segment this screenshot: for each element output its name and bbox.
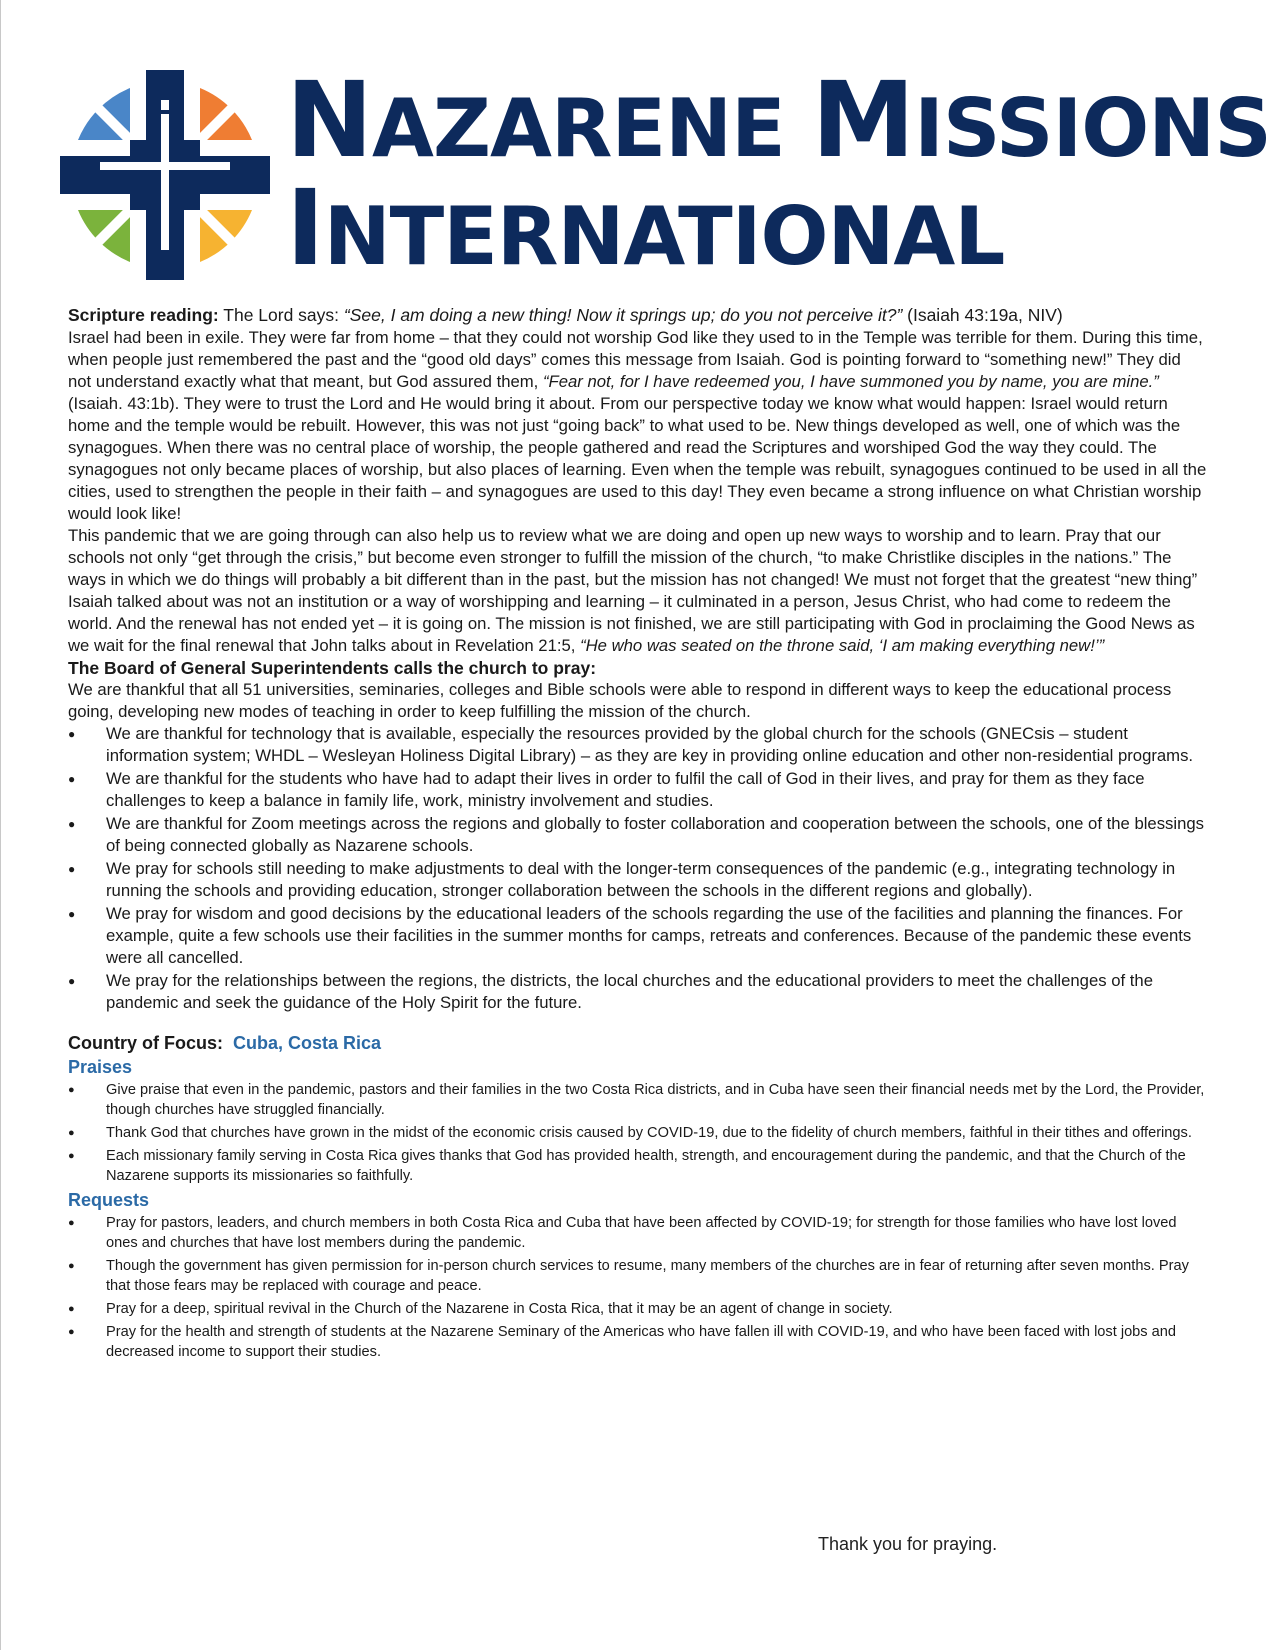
list-item: ● We pray for schools still needing to make adjustments to deal with the longer-term consequences of the pandemic (e.g., integrating technology in running the schools and providing education, stronger collaboration between the schools in the different regions and globally). <box>68 858 1208 902</box>
country-focus-countries: Cuba, Costa Rica <box>233 1033 382 1053</box>
country-focus-heading <box>68 1032 1208 1054</box>
logo-line-1 <box>286 59 1271 181</box>
paragraph-quote: “He who was seated on the throne said, ‘I am making everything new!’” <box>580 636 1105 655</box>
logo-wordmark <box>286 59 1271 289</box>
scripture-reading <box>68 304 1208 327</box>
scripture-quote: “See, I am doing a new thing! Now it springs up; do you not perceive it?” <box>343 305 903 325</box>
document-body <box>68 304 1208 1365</box>
list-item: ● Thank God that churches have grown in the midst of the economic crisis caused by COVID-19, due to the fidelity of church members, faithful in their tithes and offerings. <box>68 1123 1208 1143</box>
requests-list <box>68 1213 1208 1362</box>
logo-letter: AZARENE <box>372 82 812 175</box>
logo-letter: N <box>286 59 373 181</box>
list-item: ● We pray for the relationships between the regions, the districts, the local churches and the educational providers to meet the challenges of the pandemic and seek the guidance of the Holy Spirit for the future. <box>68 970 1208 1014</box>
board-intro: We are thankful that all 51 universities, seminaries, colleges and Bible schools were able to respond in different ways to keep the educational process going, developing new modes of teaching in order to keep fulfilling the mission of the church. <box>68 680 1172 721</box>
cross-in-circle-icon <box>60 70 270 280</box>
paragraph-text: (Isaiah. 43:1b). They were to trust the Lord and He would bring it about. From our perspective today we know what would happen: Israel would return home and the temple would be rebuilt. However, this was not just “going back” to what used to be. New things developed as well, one of which was the synagogues. When there was no central place of worship, the people gathered and read the Scriptures and worshiped God the way they could. The synagogues not only became places of worship, but also places of learning. Even when the temple was rebuilt, synagogues continued to be used in all the cities, used to strengthen the people in their faith – and synagogues are used to this day! They even became a strong influence on what Christian worship would look like! <box>68 394 1207 523</box>
paragraph-text: This pandemic that we are going through can also help us to review what we are doing and open up new ways to worship and to learn. Pray that our schools not only “get through the crisis,” but become even stronger to fulfill the mission of the church, “to make Christlike disciples in the nations.” The ways in which we do things will probably a bit different than in the past, but the mission has not changed! We must not forget that the greatest “new thing” Isaiah talked about was not an institution or a way of worshipping and learning – it culminated in a person, Jesus Christ, who had come to redeem the world. And the renewal has not ended yet – it is going on. The mission is not finished, we are still participating with God in proclaiming the Good News as we wait for the final renewal that John talks about in Revelation 21:5, <box>68 526 1198 655</box>
page-edge <box>0 0 1 1650</box>
page-header <box>60 59 1271 289</box>
list-item: ● We are thankful for technology that is available, especially the resources provided by the global church for the schools (GNECsis – student information system; WHDL – Wesleyan Holiness Digital Library) – as they are key in providing online education and other non-residential programs. <box>68 723 1208 767</box>
logo-line-2 <box>286 167 1226 289</box>
paragraph-quote: “Fear not, for I have redeemed you, I have summoned you by name, you are mine.” <box>542 372 1159 391</box>
list-item: ● Give praise that even in the pandemic, pastors and their families in the two Costa Rica districts, and in Cuba have seen their financial needs met by the Lord, the Provider, though churches have struggled financially. <box>68 1080 1208 1120</box>
list-item: ● We pray for wisdom and good decisions by the educational leaders of the schools regarding the use of the facilities and planning the finances. For example, quite a few schools use their facilities in the summer months for camps, retreats and conferences. Because of the pandemic these events were all cancelled. <box>68 903 1208 969</box>
scripture-intro: The Lord says: <box>218 305 344 325</box>
closing-line: Thank you for praying. <box>818 1534 998 1554</box>
list-item: ● Though the government has given permission for in-person church services to resume, many members of the churches are in fear of returning after seven months. Pray that those fears may be replaced with courage and peace. <box>68 1256 1208 1296</box>
list-item: ● Each missionary family serving in Costa Rica gives thanks that God has provided health, strength, and encouragement during the pandemic, and that the Church of the Nazarene supports its missionaries so faithfully. <box>68 1146 1208 1186</box>
logo-letter: M <box>811 59 915 181</box>
logo-letter: ISSIONS <box>914 82 1271 175</box>
list-item: ● Pray for a deep, spiritual revival in the Church of the Nazarene in Costa Rica, that it may be an agent of change in society. <box>68 1299 1208 1319</box>
paragraph-text: Israel had been in exile. They were far from home – that they could not worship God like they used to in the Temple was terrible for them. During this time, when people just remembered the past and the “good old days” comes this message from Isaiah. God is pointing forward to “something new!” They did not understand exactly what that meant, but God assured them, <box>68 328 1203 391</box>
list-item: ● Pray for pastors, leaders, and church members in both Costa Rica and Cuba that have been affected by COVID-19; for strength for those families who have lost loved ones and churches that have lost members during the pandemic. <box>68 1213 1208 1253</box>
list-item: ● We are thankful for the students who have had to adapt their lives in order to fulfil the call of God in their lives, and pray for them as they face challenges to keep a balance in family life, work, ministry involvement and studies. <box>68 768 1208 812</box>
paragraph-exile <box>68 327 1208 525</box>
list-item: ● Pray for the health and strength of students at the Nazarene Seminary of the Americas who have fallen ill with COVID-19, and who have been faced with lost jobs and decreased income to support their studies. <box>68 1322 1208 1362</box>
praises-title: Praises <box>68 1057 133 1077</box>
board-heading: The Board of General Superintendents calls the church to pray: <box>68 658 597 678</box>
board-prayer-list <box>68 723 1208 1014</box>
list-item: ● We are thankful for Zoom meetings across the regions and globally to foster collaboration and cooperation between the schools, one of the blessings of being connected globally as Nazarene schools. <box>68 813 1208 857</box>
scripture-ref: (Isaiah 43:19a, NIV) <box>902 305 1063 325</box>
paragraph-pandemic <box>68 525 1208 657</box>
logo-letter: I <box>286 167 324 289</box>
logo-letter: NTERNATIONAL <box>323 190 1005 283</box>
requests-title: Requests <box>68 1190 150 1210</box>
country-focus-label: Country of Focus: <box>68 1033 223 1053</box>
praises-list <box>68 1080 1208 1186</box>
country-focus <box>68 1032 1208 1362</box>
scripture-label: Scripture reading: <box>68 305 219 325</box>
